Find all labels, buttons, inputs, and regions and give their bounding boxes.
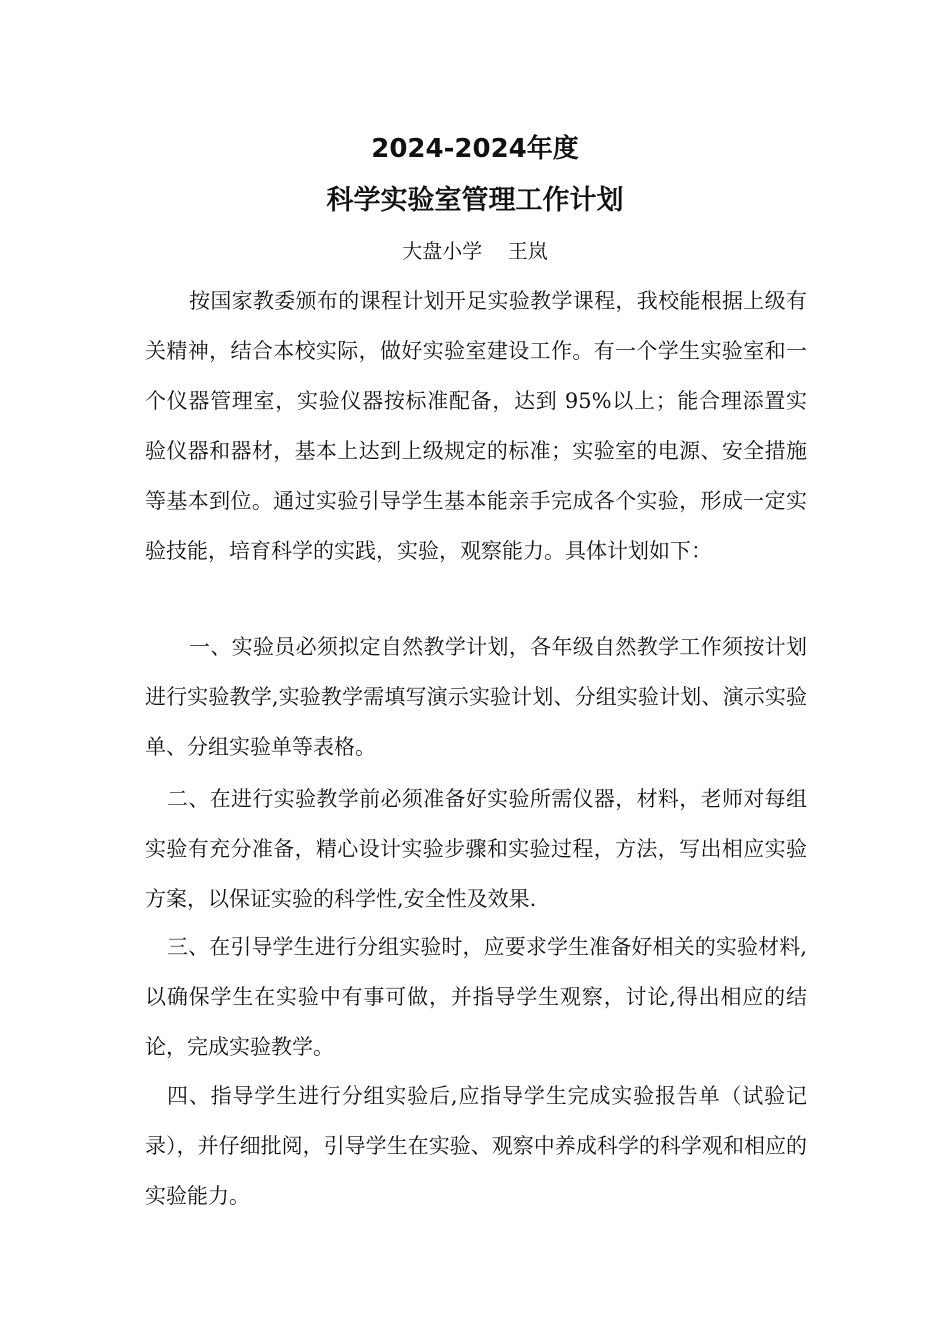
document-title: 科学实验室管理工作计划	[326, 185, 624, 216]
plan-item-four: 四、指导学生进行分组实验后,应指导学生完成实验报告单（试验记录），并仔细批阅，引导学生在实验、观察中养成科学的科学观和相应的实验能力。	[145, 1084, 807, 1208]
plan-item-two: 二、在进行实验教学前必须准备好实验所需仪器，材料，老师对每组实验有充分准备，精心设计实验步骤和实验过程，方法，写出相应实验方案，以保证实验的科学性,安全性及效果.	[145, 787, 807, 911]
plan-item-one: 一、实验员必须拟定自然教学计划，各年级自然教学工作须按计划进行实验教学,实验教学需填写演示实验计划、分组实验计划、演示实验单、分组实验单等表格。	[145, 635, 807, 759]
intro-paragraph: 按国家教委颁布的课程计划开足实验教学课程，我校能根据上级有关精神，结合本校实际，做好实验室建设工作。有一个学生实验室和一个仪器管理室，实验仪器按标准配备，达到 95%以上；能合理添置实验仪器和器材，基本上达到上级规定的标准；实验室的电源、安全措施等基本到位。通过实验引导学生基本能亲手完成各个实验，形成一定实验技能，培育科学的实践，实验，观察能力。具体计划如下：	[145, 289, 807, 563]
author-line: 大盘小学 王岚	[402, 239, 548, 263]
plan-item-three: 三、在引导学生进行分组实验时，应要求学生准备好相关的实验材料,以确保学生在实验中有事可做，并指导学生观察，讨论,得出相应的结论，完成实验教学。	[145, 935, 807, 1059]
document-title-year: 2024-2024年度	[371, 134, 579, 164]
